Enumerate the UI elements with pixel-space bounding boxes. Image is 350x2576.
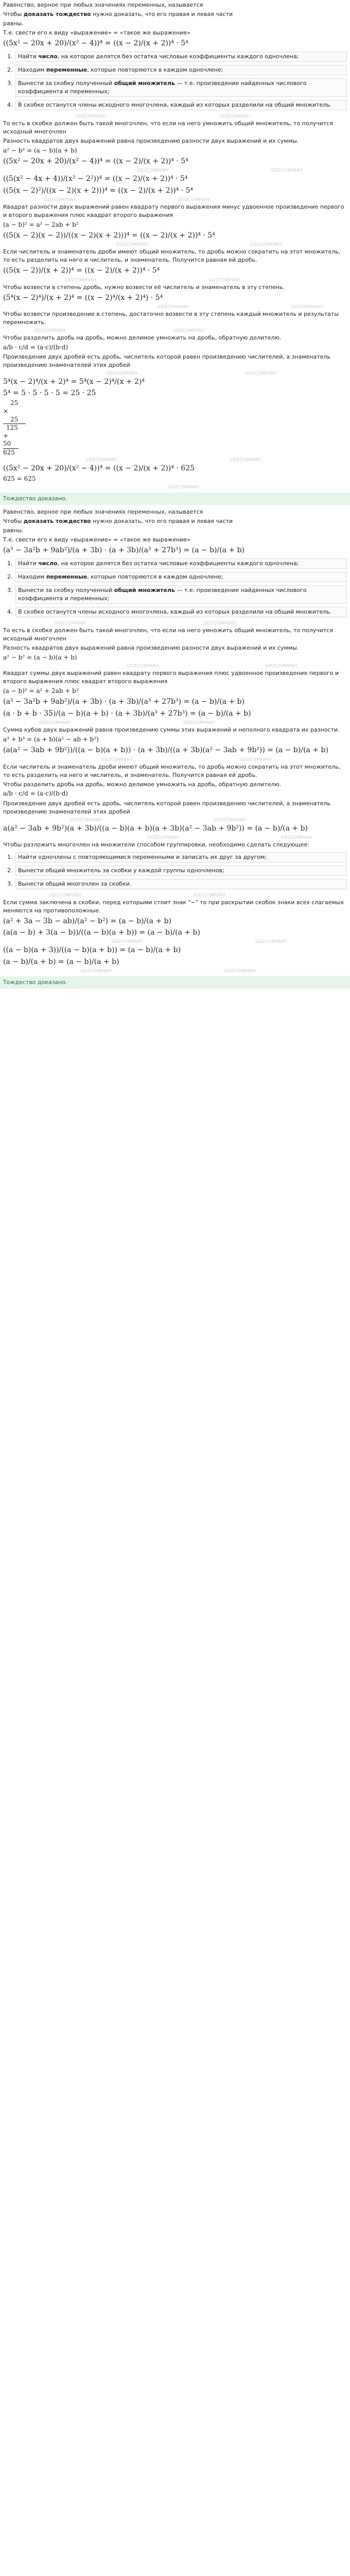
rule-text: Разность квадратов двух выражений равна произведению разности двух выражений и их суммы. (3, 137, 299, 144)
formula: a³ + b³ = (a + b)(a² − ab + b²) (3, 735, 99, 743)
watermark: GDZCOMPANY (70, 817, 102, 822)
formula: (a − b)² = a² + 2ab + b² (3, 687, 79, 695)
rule-text: Произведение двух дробей есть дробь, числитель которой равен произведению числителей, а знаменатель произведению знаменателей этих дробей (3, 353, 331, 368)
identity-equation: ((5x² − 20x + 20)/(x² − 4))⁴ = ((x − 2)/(x + 2))⁴ · 5⁴ (3, 39, 188, 47)
watermark: GDZCOMPANY (266, 664, 298, 669)
watermark: GDZCOMPANY (49, 892, 82, 897)
watermark: GDZCOMPANY (157, 304, 190, 309)
explanation-text: То есть в скобке должен быть такой многочлен, что если на него умножить общий множитель, то получится исходный многочлен (3, 626, 333, 642)
equation-step: a(a² − 3ab + 9b²)(a + 3b)/((a − b)(a + b)(a + 3b)(a² − 3ab + 9b²)) = (a − b)/(a + b) (3, 824, 308, 833)
task-text-pre: Чтобы (3, 518, 24, 525)
grouping-steps (3, 852, 347, 889)
rule-text: Разность квадратов двух выражений равна произведению разности двух выражений и их суммы. (3, 644, 299, 651)
rule-text: Чтобы возвести произведение в степень, достаточно возвести в эту степень каждый множитель и результаты перемножить. (3, 310, 339, 326)
task-text-bold: доказать тождество (23, 10, 91, 18)
watermark: GDZCOMPANY (183, 720, 216, 725)
formula: a² − b² = (a − b)(a + b) (3, 146, 77, 154)
watermark: GDZCOMPANY (116, 242, 149, 247)
equation-step: ((5(x − 2))/(x + 2))⁴ = ((x − 2)/(x + 2))⁴ · 5⁴ (3, 266, 160, 275)
method-text: Т.е. свести его к виду «выражение» = «такое же выражение» (3, 536, 190, 544)
solution-part-1 (3, 1, 347, 505)
watermark: GDZCOMPANY (34, 328, 66, 333)
formula: a² − b² = (a − b)(a + b) (3, 653, 77, 661)
watermark: GDZCOMPANY (224, 968, 257, 973)
task-text (3, 517, 347, 526)
task-text-pre: Чтобы (3, 10, 24, 18)
watermark: GDZCOMPANY (65, 277, 97, 282)
column-row: 625 (3, 449, 15, 456)
watermark: GDZCOMPANY (281, 835, 313, 840)
step-item: 4. В скобке останутся члены исходного многочлена, каждый из которых разделили на общий множитель. (14, 607, 347, 617)
rule-text: Если числитель и знаменатель дроби имеют общий множитель, то дробь можно сократить на этот множитель, то есть разделить на него и числитель, и знаменатель. Получится равная ей дробь. (3, 248, 341, 264)
rule-text: Чтобы разделить дробь на дробь, можно делимое умножить на дробь, обратную делителю. (3, 781, 282, 788)
watermark: GDZCOMPANY (85, 457, 118, 462)
task-text-post: нужно доказать, что его правая и левая части (91, 518, 233, 525)
equation-step: 5⁴ = 5 · 5 · 5 · 5 = 25 · 25 (3, 389, 96, 398)
watermark: GDZCOMPANY (101, 757, 133, 762)
rule-text: Квадрат разности двух выражений равен квадрату первого выражения минус удвоенное произведение первого и второго выражения плюс квадрат второго выражения (3, 203, 344, 218)
watermark: GDZCOMPANY (147, 835, 180, 840)
watermark: GDZCOMPANY (291, 304, 324, 309)
group-step-item: 3. Вынести общий многочлен за скобки. (14, 879, 347, 889)
watermark: GDZCOMPANY (245, 370, 277, 376)
equation-step: (a(a² − 3ab + 9b²))/((a − b)(a + b)) · (a + 3b)/((a + 3b)(a² − 3ab + 9b²)) = (a − b)/(a + b) (3, 746, 328, 755)
watermark: GDZCOMPANY (204, 620, 236, 625)
step-item: 1. Найти число, на которое делятся без остатка числовые коэффициенты каждого одночлена; (14, 52, 347, 62)
watermark: GDZCOMPANY (106, 370, 138, 376)
definition-text: Равенство, верное при любых значениях переменных, называется (3, 2, 203, 8)
equation-step: ((5x² − 20x + 20)/(x² − 4))⁴ = ((x − 2)/(x + 2))⁴ · 5⁴ (3, 157, 188, 165)
equation-step: ((5(x − 2)²)/((x − 2)(x + 2)))⁴ = ((x − 2)/(x + 2))⁴ · 5⁴ (3, 186, 194, 195)
watermark: GDZCOMPANY (271, 168, 303, 173)
watermark: GDZCOMPANY (137, 168, 169, 173)
proved-banner: Тождество доказано. (0, 493, 350, 505)
equation-step: (a(a − b) + 3(a − b))/((a − b)(a + b)) = (a − b)/(a + b) (3, 928, 200, 937)
step-item: 3. Вынести за скобку полученный общий множитель — т.е. произведение найденных числового коэффициента и переменных; (14, 78, 347, 97)
watermark: GDZCOMPANY (250, 242, 283, 247)
task-text-bold: доказать тождество (23, 518, 91, 525)
rule-text: Произведение двух дробей есть дробь, числитель которой равен произведению числителей, а знаменатель произведению знаменателей этих дробей (3, 800, 331, 815)
factoring-steps (3, 558, 347, 617)
group-step-item: 2. Вынести общий множитель за скобки у каждой группы одночленов; (14, 866, 347, 876)
task-text-end: равны. (3, 20, 24, 27)
rule-text: Чтобы разложить многочлен на множители способом группировки, необходимо сделать следующее: (3, 841, 309, 849)
watermark: GDZCOMPANY (55, 620, 87, 625)
watermark: GDZCOMPANY (214, 817, 247, 822)
column-row: 50 (3, 440, 19, 449)
formula: (a − b)² = a² − 2ab + b² (3, 221, 79, 228)
watermark: GDZCOMPANY (240, 757, 272, 762)
solution-part-2 (3, 508, 347, 989)
step-item: 4. В скобке останутся члены исходного многочлена, каждый из которых разделили на общий множитель. (14, 100, 347, 110)
equation-step: (a − b)/(a + b) = (a − b)/(a + b) (3, 957, 119, 966)
task-text-end: равны. (3, 527, 24, 534)
identity-equation: (a³ − 3a²b + 9ab²)/(a + 3b) · (a + 3b)/(a³ + 27b³) = (a − b)/(a + b) (3, 546, 245, 554)
rule-text: Чтобы разделить дробь на дробь, можно делимое умножить на дробь, обратную делителю. (3, 334, 282, 341)
formula: a/b · c/d = (a·c)/(b·d) (3, 343, 68, 351)
column-row: × (3, 408, 9, 415)
watermark: GDZCOMPANY (39, 720, 72, 725)
rule-text: Квадрат суммы двух выражений равен квадрату первого выражения плюс удвоенное произведение первого и второго выражения плюс квадрат второго выражения (3, 670, 339, 685)
formula: a/b · c/d = (a·c)/(b·d) (3, 790, 68, 798)
watermark: GDZCOMPANY (178, 197, 211, 202)
watermark: GDZCOMPANY (44, 197, 77, 202)
proved-banner: Тождество доказано. (0, 976, 350, 989)
explanation-text: То есть в скобке должен быть такой многочлен, что если на него умножить общий множитель, то получится исходный многочлен (3, 120, 333, 135)
rule-text: Чтобы возвести в степень дробь, нужно возвести её числитель и знаменатель в эту степень. (3, 283, 285, 291)
watermark: GDZCOMPANY (230, 457, 262, 462)
equation-step: (5⁴(x − 2)⁴)/(x + 2)⁴ = ((x − 2)⁴/(x + 2)⁴) · 5⁴ (3, 293, 163, 302)
column-row: 25 (10, 399, 19, 407)
step-item: 2. Находим переменные, которые повторяются в каждом одночлене; (14, 572, 347, 582)
watermark: GDZCOMPANY (209, 277, 241, 282)
equation-step: (a³ − 3a²b + 9ab²)/(a + 3b) · (a + 3b)/(a³ + 27b³) = (a − b)/(a + b) (3, 698, 245, 706)
definition-text: Равенство, верное при любых значениях переменных, называется (3, 509, 203, 516)
task-text-post: нужно доказать, что его правая и левая части (91, 10, 233, 18)
step-item: 3. Вынести за скобку полученный общий множитель — т.е. произведение найденных числового коэффициента и переменных; (14, 585, 347, 604)
rule-text: Сумма кубов двух выражений равна произведению суммы этих выражений и неполного квадрата их разности. (3, 726, 340, 734)
group-step-item: 1. Найти одночлены с повторяющимися переменными и записать их друг за другом; (14, 852, 347, 862)
column-row: 125 (6, 424, 18, 432)
equation-step: 5⁴(x − 2)⁴/(x + 2)⁴ = 5⁴(x − 2)⁴/(x + 2)⁴ (3, 377, 145, 386)
watermark: GDZCOMPANY (219, 113, 252, 118)
watermark: GDZCOMPANY (194, 892, 226, 897)
watermark: GDZCOMPANY (80, 968, 113, 973)
watermark: GDZCOMPANY (75, 113, 108, 118)
rule-text: Если числитель и знаменатель дроби имеют общий множитель, то дробь можно сократить на этот множитель, то есть разделить на него и числитель, и знаменатель. Получится равная ей дробь. (3, 763, 341, 778)
column-multiplication (3, 399, 347, 456)
column-row: 25 (3, 416, 26, 425)
factoring-steps (3, 52, 347, 110)
watermark: GDZCOMPANY (168, 485, 200, 490)
equation-step: ((5x² − 20x + 20)/(x² − 4))⁴ = ((x − 2)/(x + 2))⁴ · 625 (3, 464, 195, 472)
solution-page (0, 1, 350, 989)
watermark: GDZCOMPANY (255, 939, 288, 944)
equation-step: ((a − b)(a + 3))/((a − b)(a + b)) = (a − b)/(a + b) (3, 946, 181, 955)
watermark: GDZCOMPANY (127, 664, 159, 669)
step-item: 1. Найти число, на которое делятся без остатка числовые коэффициенты каждого одночлена; (14, 558, 347, 569)
watermark: GDZCOMPANY (111, 939, 144, 944)
equation-step: ((5(x² − 4x + 4))/(x² − 2²))⁴ = ((x − 2)/(x + 2))⁴ · 5⁴ (3, 175, 188, 183)
rule-text: Если сумма заключена в скобки, перед которыми стоит знак "−" то при раскрытии скобок знаки всех слагаемых меняются на противоположные. (3, 899, 344, 914)
equation-step: (a · b + b · 35)/(a − b)(a + b) · (a + 3b)/(a³ + 27b³) = (a − b)/(a + b) (3, 709, 251, 718)
task-text (3, 10, 347, 19)
step-item: 2. Находим переменные, которые повторяются в каждом одночлене; (14, 65, 347, 75)
method-text: Т.е. свести его к виду «выражение» = «такое же выражение» (3, 29, 190, 36)
watermark: GDZCOMPANY (173, 328, 205, 333)
column-row: + (3, 432, 9, 439)
equation-step: 625 = 625 (3, 474, 36, 482)
equation-step: ((5(x − 2)(x − 2))/((x − 2)(x + 2)))⁴ = ((x − 2)/(x + 2))⁴ · 5⁴ (3, 231, 215, 240)
equation-step: (a² + 3a − 3b − ab)/(a² − b²) = (a − b)/(a + b) (3, 917, 172, 925)
